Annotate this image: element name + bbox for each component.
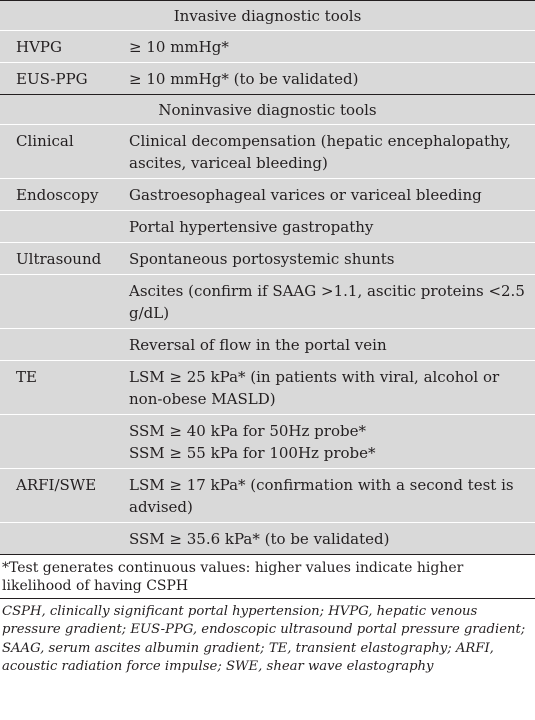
- tool-cell: TE: [16, 368, 37, 386]
- section-invasive: [0, 0, 535, 94]
- criteria-cell: [129, 420, 535, 464]
- section-heading: Invasive diagnostic tools: [0, 1, 535, 31]
- table-row: [0, 31, 535, 62]
- table-row: [0, 125, 535, 178]
- criteria-cell: Portal hypertensive gastropathy: [129, 218, 374, 236]
- criteria-cell: Ascites (confirm if SAAG >1.1, ascitic proteins <2.5 g/dL): [129, 282, 525, 322]
- criteria-line: SSM ≥ 40 kPa for 50Hz probe*: [129, 422, 366, 440]
- criteria-cell: LSM ≥ 17 kPa* (confirmation with a second test is advised): [129, 476, 514, 516]
- table-row: [0, 178, 535, 210]
- criteria-cell: SSM ≥ 35.6 kPa* (to be validated): [129, 530, 390, 548]
- table-row: [0, 414, 535, 468]
- tool-cell: [0, 420, 129, 464]
- tool-cell: [0, 280, 129, 324]
- tool-cell: [0, 216, 129, 238]
- section-noninvasive: [0, 94, 535, 554]
- tool-cell: Ultrasound: [16, 250, 102, 268]
- tool-cell: Clinical: [16, 132, 74, 150]
- criteria-cell: Reversal of flow in the portal vein: [129, 336, 387, 354]
- table-row: [0, 522, 535, 554]
- table-row: [0, 242, 535, 274]
- table-row: [0, 210, 535, 242]
- table-row: [0, 62, 535, 94]
- criteria-cell: Clinical decompensation (hepatic encephalopathy, ascites, variceal bleeding): [129, 132, 511, 172]
- criteria-cell: Gastroesophageal varices or variceal bleeding: [129, 186, 482, 204]
- tool-cell: [0, 334, 129, 356]
- tool-cell: EUS-PPG: [16, 70, 88, 88]
- criteria-cell: ≥ 10 mmHg* (to be validated): [129, 70, 359, 88]
- table-row: [0, 360, 535, 414]
- tool-cell: HVPG: [16, 38, 62, 56]
- table-row: [0, 274, 535, 328]
- criteria-line: SSM ≥ 55 kPa for 100Hz probe*: [129, 444, 376, 462]
- table-row: [0, 468, 535, 522]
- table-row: [0, 328, 535, 360]
- section-heading: Noninvasive diagnostic tools: [0, 95, 535, 125]
- abbreviations-note: CSPH, clinically significant portal hypertension; HVPG, hepatic venous pressure gradient; EUS-PPG, endoscopic ultrasound portal pressure gradient; SAAG, serum ascites albumin gradient; TE, transient elastography; ARFI, acoustic radiation force impulse; SWE, shear wave elastography: [0, 598, 535, 677]
- table-footnote: *Test generates continuous values: higher values indicate higher likelihood of having CSPH: [0, 554, 535, 598]
- tool-cell: Endoscopy: [16, 186, 99, 204]
- tool-cell: [0, 528, 129, 550]
- criteria-cell: Spontaneous portosystemic shunts: [129, 250, 395, 268]
- criteria-cell: ≥ 10 mmHg*: [129, 38, 229, 56]
- criteria-cell: LSM ≥ 25 kPa* (in patients with viral, alcohol or non-obese MASLD): [129, 368, 500, 408]
- tool-cell: ARFI/SWE: [16, 476, 97, 494]
